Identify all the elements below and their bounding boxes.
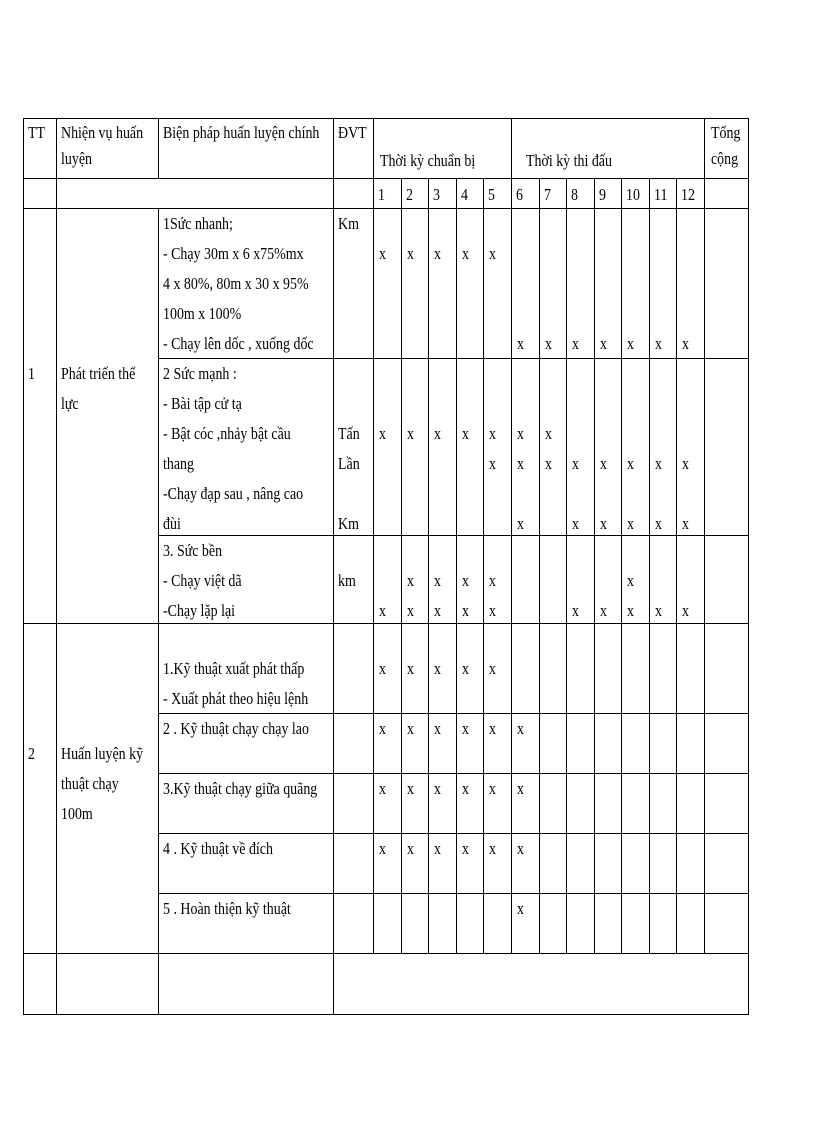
total-cell (705, 536, 749, 624)
month-number: 12 (681, 185, 695, 204)
schedule-mark: x (545, 424, 552, 443)
schedule-mark: x (407, 244, 414, 263)
schedule-mark: x (517, 719, 524, 738)
schedule-mark: x (407, 839, 414, 858)
month-cell (457, 209, 484, 359)
schedule-mark: x (407, 424, 414, 443)
month-number: 1 (378, 185, 385, 204)
schedule-mark: x (655, 514, 662, 533)
month-cell (622, 624, 650, 714)
schedule-mark: x (600, 334, 607, 353)
unit-cell (334, 894, 374, 954)
unit-label: km (338, 571, 356, 590)
month-cell (540, 894, 567, 954)
month-cell (650, 834, 677, 894)
measure-line: - Chạy lên dốc , xuống dốc (163, 334, 314, 353)
schedule-mark: x (407, 719, 414, 738)
schedule-mark: x (379, 659, 386, 678)
header-measure: Biện pháp huấn luyện chính (163, 123, 320, 142)
month-cell (650, 359, 677, 536)
schedule-mark: x (627, 454, 634, 473)
month-cell (402, 359, 429, 536)
schedule-mark: x (572, 514, 579, 533)
schedule-mark: x (682, 334, 689, 353)
month-number: 4 (461, 185, 468, 204)
month-cell (374, 209, 402, 359)
measure-line: 3. Sức bền (163, 541, 223, 560)
schedule-mark: x (462, 779, 469, 798)
measure-line: 100m x 100% (163, 304, 242, 323)
header-prep-period: Thời kỳ chuẩn bị (380, 151, 476, 170)
measure-line: 4 x 80%, 80m x 30 x 95% (163, 274, 309, 293)
schedule-mark: x (379, 719, 386, 738)
header2-cell (334, 179, 374, 209)
schedule-mark: x (489, 719, 496, 738)
schedule-mark: x (379, 244, 386, 263)
month-cell (595, 714, 622, 774)
schedule-mark: x (655, 334, 662, 353)
schedule-mark: x (434, 839, 441, 858)
month-number: 6 (516, 185, 523, 204)
schedule-mark: x (517, 779, 524, 798)
section-number-cell (24, 209, 57, 624)
month-cell (595, 894, 622, 954)
schedule-mark: x (682, 601, 689, 620)
month-cell (622, 359, 650, 536)
schedule-mark: x (627, 514, 634, 533)
total-cell (705, 894, 749, 954)
schedule-mark: x (489, 659, 496, 678)
schedule-mark: x (489, 244, 496, 263)
schedule-mark: x (545, 454, 552, 473)
month-cell (484, 209, 512, 359)
schedule-mark: x (379, 424, 386, 443)
empty-cell (24, 954, 57, 1015)
measure-line: thang (163, 454, 194, 473)
section-number: 1 (28, 364, 35, 383)
month-cell (457, 359, 484, 536)
total-cell (705, 714, 749, 774)
schedule-mark: x (434, 244, 441, 263)
month-number: 10 (626, 185, 640, 204)
month-cell (512, 359, 540, 536)
training-plan-table (23, 118, 749, 1015)
schedule-mark: x (379, 779, 386, 798)
total-cell (705, 624, 749, 714)
schedule-mark: x (489, 839, 496, 858)
month-cell (374, 359, 402, 536)
schedule-mark: x (517, 839, 524, 858)
month-cell (595, 774, 622, 834)
section-task-line: 100m (61, 804, 93, 823)
measure-line: - Chạy việt dã (163, 571, 242, 590)
total-cell (705, 359, 749, 536)
measure-line: 1Sức nhanh; (163, 214, 233, 233)
month-number: 11 (654, 185, 668, 204)
schedule-mark: x (489, 454, 496, 473)
total-cell (705, 209, 749, 359)
schedule-mark: x (489, 601, 496, 620)
month-cell (402, 209, 429, 359)
unit-cell (334, 714, 374, 774)
header-unit: ĐVT (338, 123, 367, 142)
section-number-cell (24, 624, 57, 954)
schedule-mark: x (407, 659, 414, 678)
section-task-line: thuật chạy (61, 774, 119, 793)
schedule-mark: x (434, 779, 441, 798)
measure-line: -Chạy đạp sau , nâng cao (163, 484, 304, 503)
schedule-mark: x (517, 899, 524, 918)
month-cell (567, 894, 595, 954)
schedule-mark: x (600, 514, 607, 533)
total-cell (705, 774, 749, 834)
unit-label: Km (338, 514, 359, 533)
month-cell (650, 894, 677, 954)
schedule-mark: x (462, 839, 469, 858)
schedule-mark: x (572, 454, 579, 473)
empty-cell (57, 954, 159, 1015)
schedule-mark: x (434, 719, 441, 738)
unit-cell (334, 624, 374, 714)
empty-cell (334, 954, 749, 1015)
schedule-mark: x (627, 571, 634, 590)
month-cell (595, 834, 622, 894)
month-cell (567, 774, 595, 834)
month-number: 9 (599, 185, 606, 204)
unit-label: Lần (338, 454, 360, 473)
month-number: 7 (544, 185, 551, 204)
month-cell (540, 834, 567, 894)
month-cell (650, 774, 677, 834)
header-comp-period: Thời kỳ thi đấu (526, 151, 612, 170)
empty-cell (159, 954, 334, 1015)
header-total-line: Tổng (711, 123, 741, 142)
schedule-mark: x (379, 839, 386, 858)
month-number: 5 (488, 185, 495, 204)
unit-label: Km (338, 214, 359, 233)
schedule-mark: x (462, 719, 469, 738)
section-task-line: Phát triển thể (61, 364, 136, 383)
header-task-line: Nhiện vụ huấn (61, 123, 144, 142)
schedule-mark: x (434, 601, 441, 620)
schedule-mark: x (462, 244, 469, 263)
total-cell (705, 834, 749, 894)
schedule-mark: x (600, 454, 607, 473)
schedule-mark: x (462, 424, 469, 443)
month-cell (540, 536, 567, 624)
unit-cell (334, 834, 374, 894)
measure-line: 2 Sức mạnh : (163, 364, 237, 383)
month-cell (540, 714, 567, 774)
month-number: 3 (433, 185, 440, 204)
header2-cell (24, 179, 57, 209)
month-cell (677, 624, 705, 714)
month-cell (540, 624, 567, 714)
month-cell (677, 774, 705, 834)
schedule-mark: x (462, 571, 469, 590)
month-cell (622, 714, 650, 774)
schedule-mark: x (489, 424, 496, 443)
month-cell (677, 359, 705, 536)
schedule-mark: x (572, 334, 579, 353)
schedule-mark: x (600, 601, 607, 620)
month-cell (540, 774, 567, 834)
measure-line: 3.Kỹ thuật chạy giữa quãng (163, 779, 318, 798)
month-cell (595, 359, 622, 536)
measure-line: đùi (163, 514, 181, 533)
section-number: 2 (28, 744, 35, 763)
schedule-mark: x (489, 571, 496, 590)
measure-line: 4 . Kỹ thuật về đích (163, 839, 273, 858)
month-cell (622, 774, 650, 834)
schedule-mark: x (545, 334, 552, 353)
month-cell (512, 624, 540, 714)
month-cell (677, 714, 705, 774)
measure-line: 5 . Hoàn thiện kỹ thuật (163, 899, 291, 918)
header2-cell (57, 179, 334, 209)
month-cell (567, 359, 595, 536)
measure-line: 1.Kỹ thuật xuất phát thấp (163, 659, 305, 678)
schedule-mark: x (517, 424, 524, 443)
schedule-mark: x (434, 424, 441, 443)
schedule-mark: x (462, 601, 469, 620)
schedule-mark: x (517, 454, 524, 473)
month-cell (677, 894, 705, 954)
schedule-mark: x (462, 659, 469, 678)
month-cell (429, 894, 457, 954)
month-cell (484, 359, 512, 536)
schedule-mark: x (379, 601, 386, 620)
measure-line: 2 . Kỹ thuật chạy chạy lao (163, 719, 309, 738)
schedule-mark: x (682, 454, 689, 473)
header-total-line: cộng (711, 149, 739, 168)
schedule-mark: x (489, 779, 496, 798)
month-cell (567, 624, 595, 714)
measure-line: - Chạy 30m x 6 x75%mx (163, 244, 304, 263)
month-cell (429, 209, 457, 359)
schedule-mark: x (655, 601, 662, 620)
section-task-line: lực (61, 394, 79, 413)
schedule-mark: x (572, 601, 579, 620)
month-cell (402, 894, 429, 954)
header2-cell (705, 179, 749, 209)
schedule-mark: x (655, 454, 662, 473)
schedule-mark: x (407, 779, 414, 798)
month-cell (595, 624, 622, 714)
month-number: 8 (571, 185, 578, 204)
month-cell (677, 834, 705, 894)
month-cell (512, 536, 540, 624)
schedule-mark: x (627, 334, 634, 353)
month-cell (374, 894, 402, 954)
month-cell (650, 714, 677, 774)
month-cell (457, 894, 484, 954)
header-task-line: luyện (61, 149, 92, 168)
section-task-line: Huấn luyện kỹ (61, 744, 144, 763)
measure-line: - Xuất phát theo hiệu lệnh (163, 689, 309, 708)
schedule-mark: x (407, 571, 414, 590)
schedule-mark: x (627, 601, 634, 620)
schedule-mark: x (682, 514, 689, 533)
unit-label: Tấn (338, 424, 360, 443)
month-cell (484, 894, 512, 954)
month-cell (650, 624, 677, 714)
measure-line: - Bật cóc ,nhảy bật cầu (163, 424, 291, 443)
month-cell (567, 714, 595, 774)
schedule-mark: x (434, 659, 441, 678)
schedule-mark: x (407, 601, 414, 620)
schedule-mark: x (517, 514, 524, 533)
schedule-mark: x (434, 571, 441, 590)
month-cell (567, 834, 595, 894)
unit-cell (334, 774, 374, 834)
month-cell (622, 894, 650, 954)
month-cell (429, 359, 457, 536)
month-cell (540, 359, 567, 536)
header-tt: TT (28, 123, 46, 142)
measure-line: -Chạy lặp lại (163, 601, 236, 620)
month-number: 2 (406, 185, 413, 204)
month-cell (622, 834, 650, 894)
measure-line: - Bài tập cử tạ (163, 394, 242, 413)
schedule-mark: x (517, 334, 524, 353)
